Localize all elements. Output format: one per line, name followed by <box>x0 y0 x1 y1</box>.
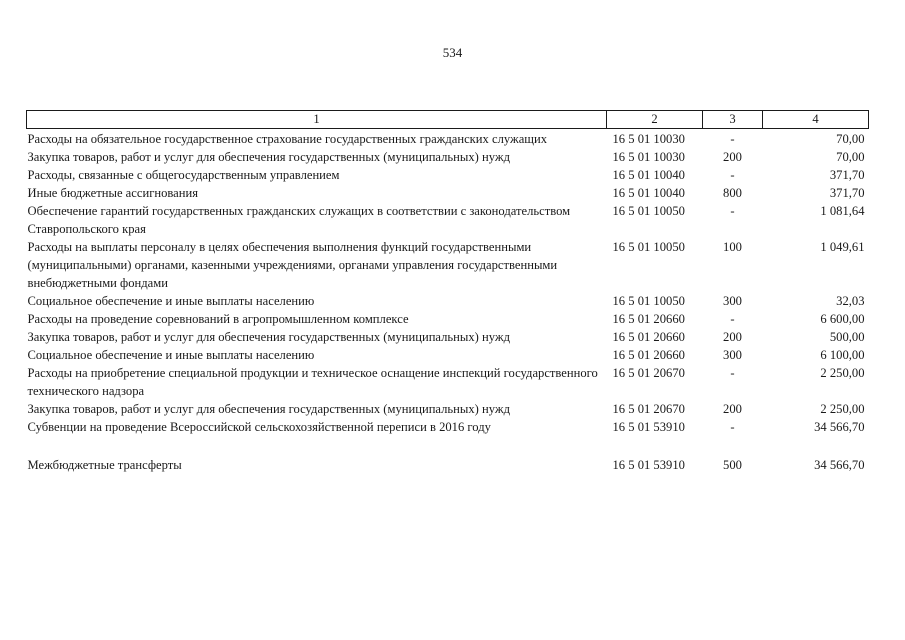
table-header <box>27 111 869 129</box>
header-col-name: 1 <box>27 111 607 129</box>
spacer-row <box>27 436 869 456</box>
table-row <box>27 166 869 184</box>
row-expense-type-cell: 300 <box>723 348 742 362</box>
row-amount-cell: 70,00 <box>836 150 865 164</box>
row-code-cell: 16 5 01 10050 <box>612 204 685 218</box>
row-name-cell: Субвенции на проведение Всероссийской сельскохозяйственной переписи в 2016 году <box>27 420 491 434</box>
row-expense-type-cell: 200 <box>723 150 742 164</box>
row-amount-cell: 371,70 <box>829 186 865 200</box>
row-code-cell: 16 5 01 10030 <box>612 132 685 146</box>
header-col-amount: 4 <box>763 111 869 129</box>
table-row <box>27 400 869 418</box>
row-name-cell: Иные бюджетные ассигнования <box>27 186 199 200</box>
row-amount-cell: 32,03 <box>836 294 865 308</box>
row-expense-type-cell: 500 <box>723 458 742 472</box>
header-col-expense-type: 3 <box>703 111 763 129</box>
row-name-cell: Расходы на выплаты персоналу в целях обеспечения выполнения функций государственными (муниципальными) органами, казенными учреждениями, органами управления государственными внебюджетными фондами <box>27 240 558 290</box>
row-code-cell: 16 5 01 10050 <box>612 294 685 308</box>
row-expense-type-cell: - <box>730 168 735 182</box>
row-code-cell: 16 5 01 20670 <box>612 366 685 380</box>
row-expense-type-cell: - <box>730 366 735 380</box>
budget-table <box>26 110 869 474</box>
row-expense-type-cell: - <box>730 204 735 218</box>
header-col-code: 2 <box>607 111 703 129</box>
row-code-cell: 16 5 01 20660 <box>612 312 685 326</box>
header-row <box>27 111 869 129</box>
row-code-cell: 16 5 01 10040 <box>612 186 685 200</box>
row-expense-type-cell: 200 <box>723 402 742 416</box>
table-row <box>27 364 869 400</box>
row-amount-cell: 2 250,00 <box>820 402 865 416</box>
row-amount-cell: 6 600,00 <box>820 312 865 326</box>
row-name-cell: Межбюджетные трансферты <box>27 458 182 472</box>
table-row <box>27 238 869 292</box>
table-row <box>27 148 869 166</box>
row-amount-cell: 2 250,00 <box>820 366 865 380</box>
table-row <box>27 418 869 436</box>
spacer-cell <box>27 436 869 456</box>
row-code-cell: 16 5 01 10050 <box>612 240 685 254</box>
row-amount-cell: 1 049,61 <box>820 240 865 254</box>
table-row <box>27 310 869 328</box>
row-name-cell: Расходы на приобретение специальной продукции и техническое оснащение инспекций государственного технического надзора <box>27 366 598 398</box>
row-expense-type-cell: - <box>730 132 735 146</box>
row-name-cell: Закупка товаров, работ и услуг для обеспечения государственных (муниципальных) нужд <box>27 150 510 164</box>
table-row <box>27 184 869 202</box>
row-expense-type-cell: 100 <box>723 240 742 254</box>
row-name-cell: Закупка товаров, работ и услуг для обеспечения государственных (муниципальных) нужд <box>27 330 510 344</box>
table-row <box>27 202 869 238</box>
row-code-cell: 16 5 01 20660 <box>612 330 685 344</box>
row-expense-type-cell: 300 <box>723 294 742 308</box>
row-code-cell: 16 5 01 10040 <box>612 168 685 182</box>
row-amount-cell: 6 100,00 <box>820 348 865 362</box>
row-name-cell: Социальное обеспечение и иные выплаты населению <box>27 348 315 362</box>
page-number: 534 <box>442 45 463 60</box>
row-code-cell: 16 5 01 20670 <box>612 402 685 416</box>
row-amount-cell: 500,00 <box>829 330 865 344</box>
table-row <box>27 129 869 149</box>
table-row <box>27 456 869 474</box>
row-name-cell: Закупка товаров, работ и услуг для обеспечения государственных (муниципальных) нужд <box>27 402 510 416</box>
row-amount-cell: 1 081,64 <box>820 204 865 218</box>
row-name-cell: Обеспечение гарантий государственных гражданских служащих в соответствии с законодательством Ставропольского края <box>27 204 571 236</box>
row-name-cell: Расходы на обязательное государственное страхование государственных гражданских служащих <box>27 132 548 146</box>
table-row <box>27 328 869 346</box>
table-body <box>27 129 869 475</box>
row-code-cell: 16 5 01 53910 <box>612 420 685 434</box>
row-amount-cell: 34 566,70 <box>814 420 865 434</box>
row-amount-cell: 70,00 <box>836 132 865 146</box>
table-row <box>27 292 869 310</box>
row-expense-type-cell: 200 <box>723 330 742 344</box>
row-name-cell: Социальное обеспечение и иные выплаты населению <box>27 294 315 308</box>
table-row <box>27 346 869 364</box>
row-amount-cell: 371,70 <box>829 168 865 182</box>
row-code-cell: 16 5 01 53910 <box>612 458 685 472</box>
row-amount-cell: 34 566,70 <box>814 458 865 472</box>
row-name-cell: Расходы на проведение соревнований в агропромышленном комплексе <box>27 312 409 326</box>
row-code-cell: 16 5 01 10030 <box>612 150 685 164</box>
row-code-cell: 16 5 01 20660 <box>612 348 685 362</box>
row-expense-type-cell: 800 <box>723 186 742 200</box>
row-name-cell: Расходы, связанные с общегосударственным управлением <box>27 168 340 182</box>
row-expense-type-cell: - <box>730 312 735 326</box>
row-expense-type-cell: - <box>730 420 735 434</box>
